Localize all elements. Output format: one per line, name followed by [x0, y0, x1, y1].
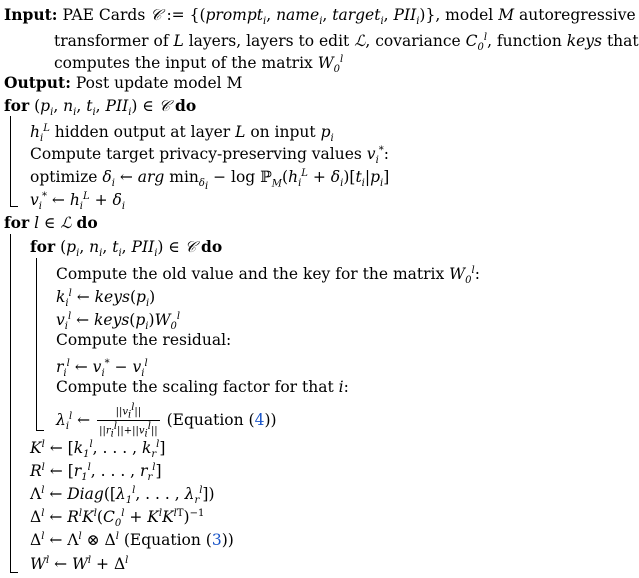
input-label: Input:	[4, 5, 58, 24]
for2-body-4: $\Delta^l$ ← $R^lK^l(C_0^l + K^lK^{lT})^{-1}$	[30, 508, 205, 530]
output-label: Output:	[4, 73, 71, 92]
for1-scope-bar	[10, 116, 11, 206]
for1-body-4: $v_i^*$ ← $h_i^L + \delta_i$	[30, 191, 126, 213]
input-line-3: computes the input of the matrix $W_0^l$	[54, 54, 344, 76]
for2-body-5: $\Delta^l$ ← $\Lambda^l$ ⊗ $\Delta^l$ (Equation (3))	[30, 531, 234, 550]
for1-scope-end	[10, 206, 18, 207]
for3-body-6: Compute the scaling factor for that i:	[56, 378, 349, 396]
for1-body-1: $h_i^L$ hidden output at layer L on input $p_i$	[30, 123, 334, 145]
output-line	[4, 72, 242, 94]
for3-body-7: $\lambda_i^l$ ← $\frac{||v_i^l||}{||r_i^l||+||v_i^l||}$ (Equation (4))	[56, 402, 277, 440]
for3-scope-end	[36, 430, 44, 431]
for3-body-2: $k_i^l$ ← $keys(p_i)$	[56, 288, 156, 310]
for2-scope-end	[10, 572, 18, 573]
for2-header: for l ∈ ℒ do	[4, 213, 98, 232]
for2-scope-bar	[10, 234, 11, 572]
for3-body-1: Compute the old value and the key for the matrix $W_0^l$:	[56, 265, 480, 287]
input-line-2: transformer of L layers, layers to edit ℒ, covariance $C_0^l$, function keys that	[54, 32, 639, 54]
for2-body-2: $R^l$ ← [$r_1^l$, . . . , $r_r^l$]	[30, 462, 162, 484]
for2-body-3: $\Lambda^l$ ← $Diag([\lambda_1^l$, . . . , $\lambda_r^l$])	[30, 485, 215, 507]
for1-body-3: optimize $\delta_i$ ← arg $\min_{\delta_i} - \log$ $ℙ_M(h_i^L + \delta_i)[t_i|p_i]$	[30, 168, 390, 193]
for2-body-1: $K^l$ ← [$k_1^l$, . . . , $k_r^l$]	[30, 439, 166, 461]
equation-ref-4[interactable]: 4	[254, 410, 265, 429]
for1-body-2: Compute target privacy-preserving values $v_i^*$:	[30, 145, 389, 167]
for3-body-3: $v_i^l$ ← $keys(p_i)W_0^l$	[56, 311, 181, 333]
for2-body-6: $W^l$ ← $W^l + \Delta^l$	[30, 555, 129, 574]
output-text: Post update model M	[75, 74, 243, 92]
equation-ref-3[interactable]: 3	[211, 531, 222, 550]
for3-body-4: Compute the residual:	[56, 331, 232, 349]
for3-scope-bar	[36, 258, 37, 430]
for3-body-5: $r_i^l$ ← $v_i^* - v_i^l$	[56, 358, 148, 380]
input-line-1: Input: PAE Cards 𝒞 := {(prompt$_i$, name$_i$, target$_i$, $PII_i$)}, model M autoregressive	[4, 5, 636, 28]
for1-header: for ($p_i$, $n_i$, $t_i$, $PII_i$) ∈ 𝒞 do	[4, 96, 197, 119]
scaling-fraction: $\frac{||v_i^l||}{||r_i^l||+||v_i^l||}$	[99, 402, 158, 440]
for3-header: for ($p_i$, $n_i$, $t_i$, $PII_i$) ∈ 𝒞 do	[30, 237, 223, 260]
